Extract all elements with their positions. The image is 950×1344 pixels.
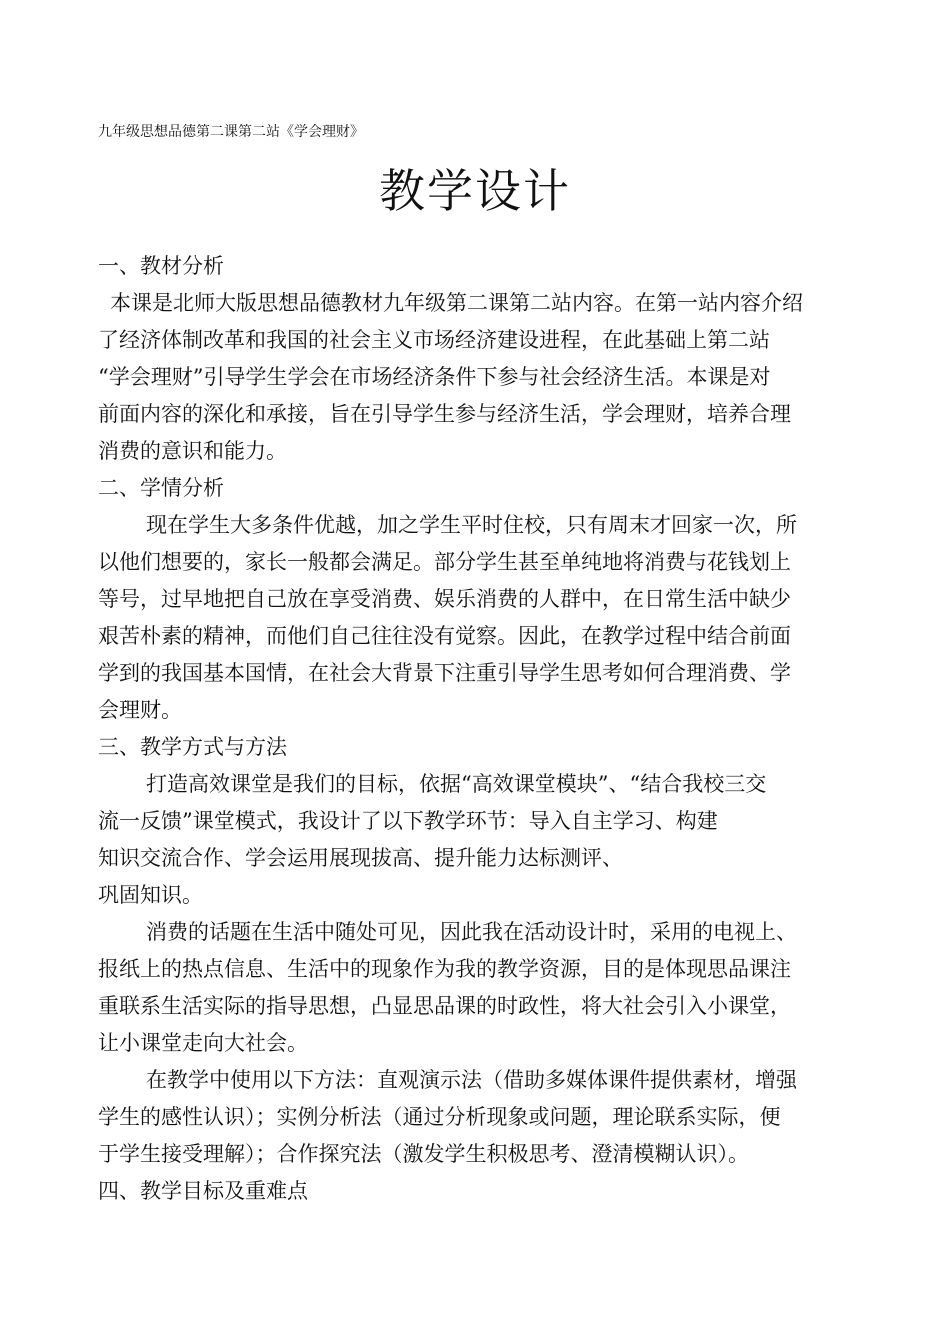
- paragraph-line: 消费的意识和能力。: [98, 439, 287, 463]
- paragraph-line: 前面内容的深化和承接，旨在引导学生参与经济生活，学会理财，培养合理: [98, 402, 791, 426]
- paragraph-line: 了经济体制改革和我国的社会主义市场经济建设进程，在此基础上第二站: [98, 328, 770, 352]
- paragraph-line: 等号，过早地把自己放在享受消费、娱乐消费的人群中，在日常生活中缺少: [98, 587, 791, 611]
- paragraph-line: 打造高效课堂是我们的目标，依据“高效课堂模块”、“结合我校三交: [146, 772, 767, 796]
- paragraph-line: 在教学中使用以下方法：直观演示法（借助多媒体课件提供素材，增强: [146, 1068, 797, 1092]
- paragraph-line: 学生的感性认识）；实例分析法（通过分析现象或问题，理论联系实际，便: [98, 1105, 781, 1129]
- paragraph-line: “学会理财”引导学生学会在市场经济条件下参与社会经济生活。本课是对: [98, 365, 771, 389]
- paragraph-line: 以他们想要的，家长一般都会满足。部分学生甚至单纯地将消费与花钱划上: [98, 550, 791, 574]
- section-heading-teaching-methods: 三、教学方式与方法: [98, 735, 287, 759]
- paragraph-line: 巩固知识。: [98, 883, 203, 907]
- paragraph-line: 消费的话题在生活中随处可见，因此我在活动设计时，采用的电视上、: [146, 920, 797, 944]
- document-title: 教学设计: [379, 164, 571, 218]
- paragraph-line: 于学生接受理解）；合作探究法（激发学生积极思考、澄清模糊认识）。: [98, 1142, 749, 1166]
- paragraph-line: 艰苦朴素的精神，而他们自己往往没有觉察。因此，在教学过程中结合前面: [98, 624, 791, 648]
- section-heading-learner-analysis: 二、学情分析: [98, 476, 224, 500]
- section-heading-material-analysis: 一、教材分析: [98, 254, 224, 278]
- paragraph-line: 本课是北师大版思想品德教材九年级第二课第二站内容。在第一站内容介绍: [110, 291, 803, 315]
- paragraph-line: 报纸上的热点信息、生活中的现象作为我的教学资源，目的是体现思品课注: [98, 957, 791, 981]
- paragraph-line: 现在学生大多条件优越，加之学生平时住校，只有周末才回家一次，所: [146, 513, 797, 537]
- paragraph-line: 知识交流合作、学会运用展现拔高、提升能力达标测评、: [98, 846, 623, 870]
- paragraph-line: 重联系生活实际的指导思想，凸显思品课的时政性，将大社会引入小课堂，: [98, 994, 791, 1018]
- paragraph-line: 流一反馈”课堂模式，我设计了以下教学环节：导入自主学习、构建: [98, 809, 718, 833]
- paragraph-line: 学到的我国基本国情，在社会大背景下注重引导学生思考如何合理消费、学: [98, 661, 791, 685]
- paragraph-line: 让小课堂走向大社会。: [98, 1031, 308, 1055]
- paragraph-line: 会理财。: [98, 698, 182, 722]
- document-subtitle: 九年级思想品德第二课第二站《学会理财》: [98, 124, 364, 140]
- section-heading-objectives: 四、教学目标及重难点: [98, 1179, 308, 1203]
